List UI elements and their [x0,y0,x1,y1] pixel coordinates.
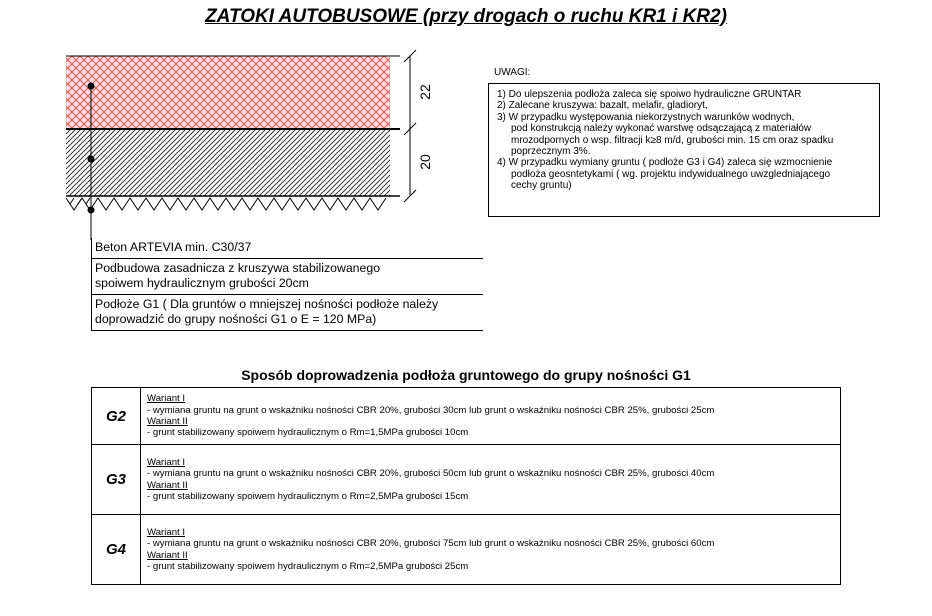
table-title: Sposób doprowadzenia podłoża gruntowego do grupy nośności G1 [241,367,691,383]
notes-heading: UWAGI: [494,67,531,78]
legend-concrete: Beton ARTEVIA min. C30/37 [91,238,483,259]
group-label: G2 [92,388,141,445]
table-row [92,445,841,515]
row-description: Wariant I - wymiana gruntu na grunt o wskaźniku nośności CBR 20%, grubości 30cm lub grunt o wskaźniku nośności CBR 25%, grubości 25cm Wariant II - grunt stabilizowany spoiwem hydraulicznym o Rm=1,5MPa grubości 10cm [141,388,841,445]
subgrade-symbol [66,198,386,210]
row-description: Wariant I - wymiana gruntu na grunt o wskaźniku nośności CBR 20%, grubości 75cm lub grunt o wskaźniku nośności CBR 25%, grubości 60cm Wariant II - grunt stabilizowany spoiwem hydraulicznym o Rm=2,5MPa grubości 25cm [141,515,841,585]
dimension-concrete: 22 [417,84,433,100]
note-2: 2) Zalecane kruszywa: bazalt, melafir, gladioryt, [497,100,708,112]
layer-legend [91,238,483,331]
base-layer [66,129,390,196]
table-row [92,515,841,585]
note-3-cont-2: mrozodpornych o wsp. filtracji k≥8 m/d, grubości min. 15 cm oraz spadku [511,134,834,146]
dimension-lines [404,50,416,202]
dimension-base: 20 [417,154,433,170]
notes-box [488,83,880,217]
note-4: 4) W przypadku wymiany gruntu ( podłoże G3 i G4) zaleca się wzmocnienie [497,157,833,169]
subgrade-table [91,387,841,585]
table-row [92,388,841,445]
leader-dot-subgrade [88,207,95,214]
note-3-cont-3: poprzecznym 3%. [511,146,591,158]
note-1: 1) Do ulepszenia podłoża zaleca się spoiwo hydrauliczne GRUNTAR [497,89,802,100]
note-3-cont-1: pod konstrukcją należy wykonać warstwę odsączającą z materiałów [511,123,812,135]
note-4-cont-2: cechy gruntu) [511,180,572,192]
legend-base: Podbudowa zasadnicza z kruszywa stabilizowanego spoiwem hydraulicznym grubości 20cm [91,259,483,295]
note-4-cont-1: podłoża geosntetykami ( wg. projektu indywidualnego uwzgledniającego [511,168,831,180]
group-label: G4 [92,515,141,585]
row-description: Wariant I - wymiana gruntu na grunt o wskaźniku nośności CBR 20%, grubości 50cm lub grunt o wskaźniku nośności CBR 25%, grubości 40cm Wariant II - grunt stabilizowany spoiwem hydraulicznym o Rm=2,5MPa grubości 15cm [141,445,841,515]
legend-subgrade: Podłoże G1 ( Dla gruntów o mniejszej nośności podłoże należy doprowadzić do grupy nośności G1 o E = 120 MPa) [91,295,483,331]
leader-dot-concrete [88,83,95,90]
note-3: 3) W przypadku występowania niekorzystnych warunków wodnych, [497,111,795,123]
group-label: G3 [92,445,141,515]
concrete-layer [66,56,390,129]
leader-dot-base [88,156,95,163]
drawing-title: ZATOKI AUTOBUSOWE (przy drogach o ruchu KR1 i KR2) [205,6,727,27]
